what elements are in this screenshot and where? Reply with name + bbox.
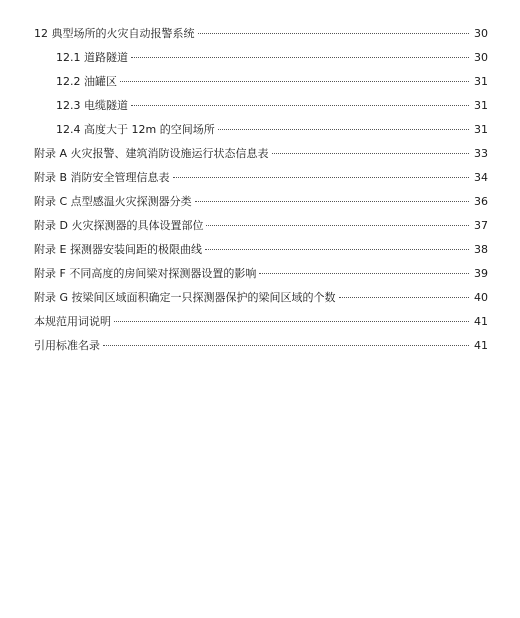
toc-dot-leader <box>114 321 469 322</box>
toc-entry-appendix-g[interactable] <box>34 286 488 310</box>
toc-entry-page: 41 <box>474 339 488 352</box>
toc-entry-page: 31 <box>474 75 488 88</box>
toc-entry-12-1[interactable] <box>34 46 488 70</box>
toc-entry-12-4[interactable] <box>34 118 488 142</box>
toc-entry-appendix-f[interactable] <box>34 262 488 286</box>
toc-entry-appendix-d[interactable] <box>34 214 488 238</box>
toc-dot-leader <box>339 297 469 298</box>
toc-entry-title: 附录 G 按梁间区域面积确定一只探测器保护的梁间区域的个数 <box>34 291 336 304</box>
toc-entry-title: 12.3 电缆隧道 <box>56 99 128 112</box>
toc-dot-leader <box>206 225 469 226</box>
toc-entry-appendix-e[interactable] <box>34 238 488 262</box>
toc-entry-title: 附录 B 消防安全管理信息表 <box>34 171 170 184</box>
table-of-contents <box>34 22 488 358</box>
toc-dot-leader <box>103 345 469 346</box>
toc-entry-title: 12 典型场所的火灾自动报警系统 <box>34 27 195 40</box>
toc-entry-12-2[interactable] <box>34 70 488 94</box>
toc-entry-page: 37 <box>474 219 488 232</box>
toc-entry-title: 12.1 道路隧道 <box>56 51 128 64</box>
toc-dot-leader <box>195 201 469 202</box>
toc-entry-appendix-b[interactable] <box>34 166 488 190</box>
toc-entry-page: 30 <box>474 27 488 40</box>
toc-entry-12-3[interactable] <box>34 94 488 118</box>
toc-dot-leader <box>131 105 469 106</box>
toc-entry-page: 31 <box>474 123 488 136</box>
toc-entry-page: 41 <box>474 315 488 328</box>
toc-dot-leader <box>259 273 469 274</box>
toc-entry-wording-explanation[interactable] <box>34 310 488 334</box>
toc-entry-title: 附录 E 探测器安装间距的极限曲线 <box>34 243 202 256</box>
toc-entry-referenced-standards[interactable] <box>34 334 488 358</box>
toc-dot-leader <box>218 129 469 130</box>
toc-entry-title: 附录 A 火灾报警、建筑消防设施运行状态信息表 <box>34 147 269 160</box>
toc-dot-leader <box>173 177 469 178</box>
toc-dot-leader <box>205 249 469 250</box>
toc-entry-appendix-a[interactable] <box>34 142 488 166</box>
toc-entry-page: 33 <box>474 147 488 160</box>
toc-entry-page: 30 <box>474 51 488 64</box>
toc-entry-title: 附录 D 火灾探测器的具体设置部位 <box>34 219 204 232</box>
toc-entry-title: 引用标准名录 <box>34 339 100 352</box>
toc-entry-title: 12.4 高度大于 12m 的空间场所 <box>56 123 215 136</box>
toc-entry-page: 38 <box>474 243 488 256</box>
toc-entry-page: 39 <box>474 267 488 280</box>
toc-entry-title: 12.2 油罐区 <box>56 75 117 88</box>
toc-entry-page: 34 <box>474 171 488 184</box>
toc-entry-page: 36 <box>474 195 488 208</box>
toc-entry-appendix-c[interactable] <box>34 190 488 214</box>
toc-entry-title: 附录 C 点型感温火灾探测器分类 <box>34 195 192 208</box>
toc-dot-leader <box>131 57 469 58</box>
toc-entry-title: 本规范用词说明 <box>34 315 111 328</box>
toc-entry-page: 31 <box>474 99 488 112</box>
toc-dot-leader <box>120 81 469 82</box>
toc-entry-chapter-12[interactable] <box>34 22 488 46</box>
toc-entry-page: 40 <box>474 291 488 304</box>
toc-entry-title: 附录 F 不同高度的房间梁对探测器设置的影响 <box>34 267 257 280</box>
toc-dot-leader <box>198 33 470 34</box>
toc-dot-leader <box>272 153 469 154</box>
